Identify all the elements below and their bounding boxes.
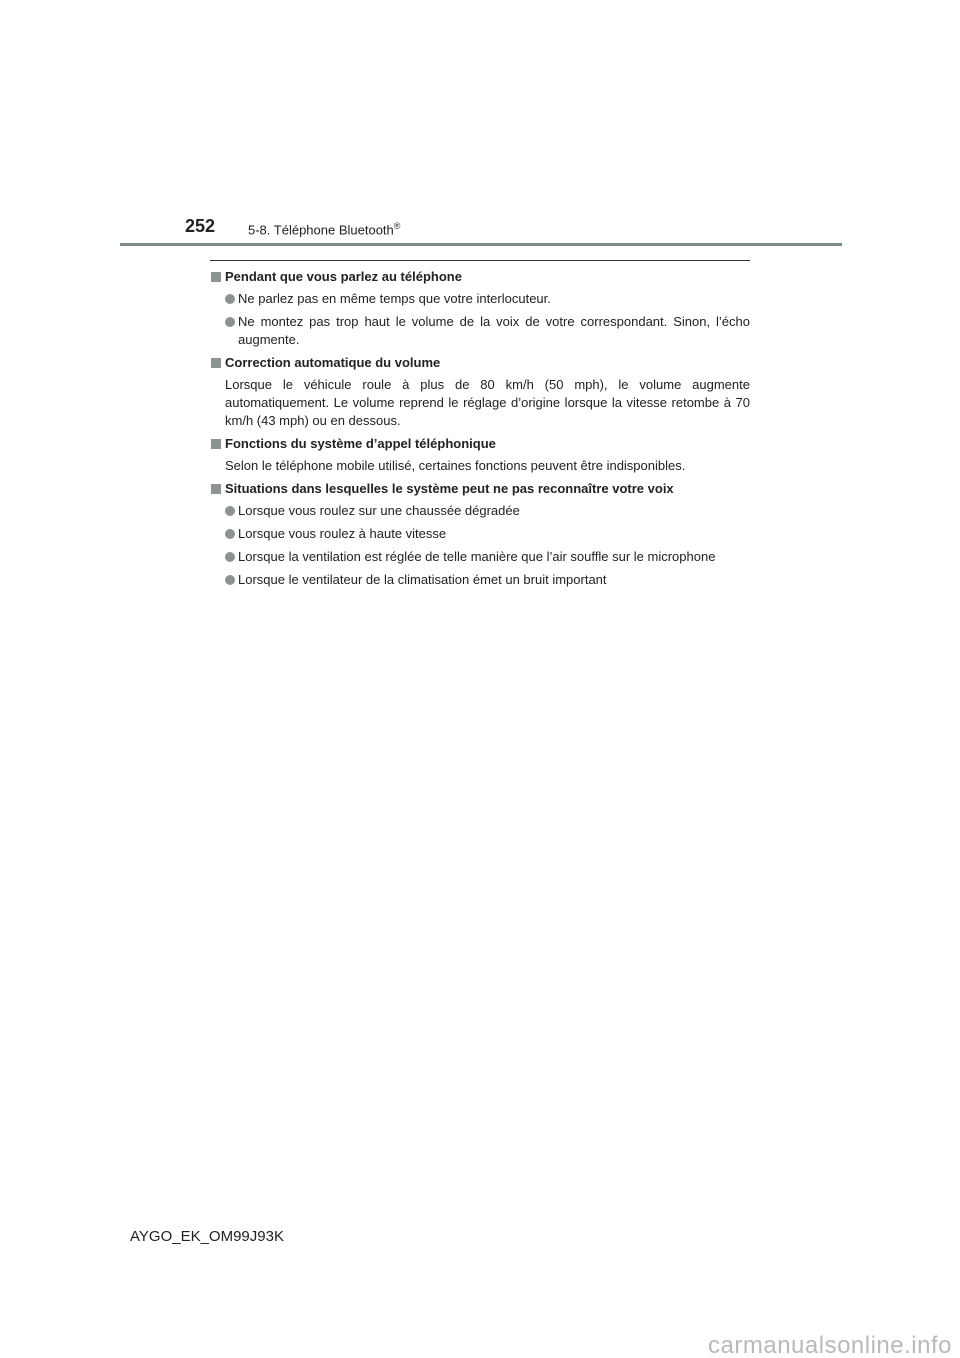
list-item-text: Ne parlez pas en même temps que votre interlocuteur. [238,291,551,306]
circle-bullet-icon [225,317,235,327]
heading-text: Correction automatique du volume [225,355,441,370]
heading-text: Fonctions du système d’appel téléphonique [225,436,496,451]
heading-text: Situations dans lesquelles le système peut ne pas reconnaître votre voix [225,481,674,496]
list-item-text: Lorsque la ventilation est réglée de telle manière que l’air souffle sur le microphone [238,549,716,564]
list-item-text: Lorsque vous roulez sur une chaussée dégradée [238,503,520,518]
section [210,480,750,589]
circle-bullet-icon [225,575,235,585]
section-title-text: 5-8. Téléphone Bluetooth [248,222,394,238]
footer-code: AYGO_EK_OM99J93K [130,1228,284,1245]
section-heading [210,354,750,372]
section-heading [210,268,750,286]
registered-mark: ® [393,221,401,231]
section [210,435,750,475]
page-number: 252 [185,216,216,236]
section [210,354,750,430]
list-item-text: Lorsque le ventilateur de la climatisation émet un bruit important [238,572,607,587]
list-item [210,290,750,308]
section-title [248,221,400,237]
square-bullet-icon [211,272,221,282]
circle-bullet-icon [225,529,235,539]
circle-bullet-icon [225,552,235,562]
list-item [210,313,750,349]
circle-bullet-icon [225,506,235,516]
circle-bullet-icon [225,294,235,304]
paragraph: Lorsque le véhicule roule à plus de 80 km/h (50 mph), le volume augmente automatiquement. Le volume reprend le réglage d’origine lorsque la vitesse retombe à 70 km/h (43 mph) ou en dessous. [225,377,750,428]
paragraph: Selon le téléphone mobile utilisé, certaines fonctions peuvent être indisponibles. [225,458,686,473]
header-rule [120,243,842,246]
section-heading [210,435,750,453]
section [210,268,750,349]
list-item-text: Lorsque vous roulez à haute vitesse [238,526,447,541]
content [210,268,750,594]
list-item [210,502,750,520]
list-item [210,525,750,543]
square-bullet-icon [211,484,221,494]
heading-text: Pendant que vous parlez au téléphone [225,269,462,284]
content-divider [210,260,750,261]
list-item [210,548,750,566]
section-heading [210,480,750,498]
square-bullet-icon [211,358,221,368]
square-bullet-icon [211,439,221,449]
watermark: carmanualsonline.info [708,1332,952,1358]
list-item [210,571,750,589]
list-item-text: Ne montez pas trop haut le volume de la voix de votre correspondant. Sinon, l’écho augmente. [238,314,750,347]
